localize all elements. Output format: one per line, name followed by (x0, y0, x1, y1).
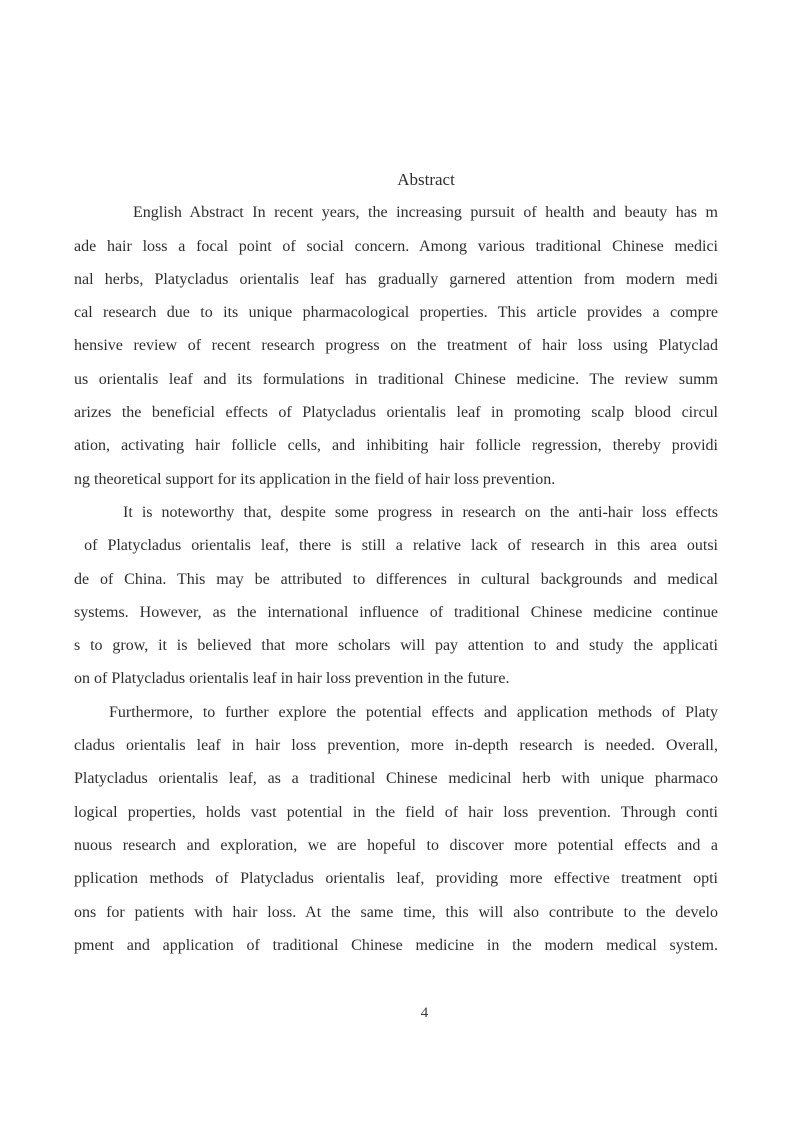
text-line: pment and application of traditional Chinese medicine in the modern medical system. (74, 936, 718, 954)
text-line: nal herbs, Platycladus orientalis leaf has gradually garnered attention from modern medi (74, 270, 718, 288)
text-line: Furthermore, to further explore the potential effects and application methods of Platy (109, 703, 718, 721)
text-line: English Abstract In recent years, the increasing pursuit of health and beauty has m (133, 204, 718, 222)
text-line: cladus orientalis leaf in hair loss prevention, more in-depth research is needed. Overall, (74, 737, 718, 755)
text-line: Platycladus orientalis leaf, as a traditional Chinese medicinal herb with unique pharmaco (74, 770, 718, 788)
text-line: de of China. This may be attributed to differences in cultural backgrounds and medical (74, 570, 718, 588)
text-line: us orientalis leaf and its formulations in traditional Chinese medicine. The review summ (74, 370, 718, 388)
text-line: ade hair loss a focal point of social concern. Among various traditional Chinese medici (74, 237, 718, 255)
page-number: 4 (420, 1005, 429, 1021)
text-line: hensive review of recent research progress on the treatment of hair loss using Platyclad (74, 337, 718, 355)
text-line: ng theoretical support for its application in the field of hair loss prevention. (74, 470, 556, 488)
text-line: arizes the beneficial effects of Platycladus orientalis leaf in promoting scalp blood circul (74, 404, 718, 422)
text-line: logical properties, holds vast potential in the field of hair loss prevention. Through conti (74, 803, 718, 821)
text-line: systems. However, as the international influence of traditional Chinese medicine continue (74, 603, 718, 621)
page-footer (0, 1002, 793, 1024)
text-line: on of Platycladus orientalis leaf in hair loss prevention in the future. (74, 670, 510, 688)
paragraph-1 (74, 196, 718, 496)
paragraph-2 (74, 496, 718, 696)
text-line: s to grow, it is believed that more scholars will pay attention to and study the applicati (74, 637, 718, 655)
text-line: nuous research and exploration, we are hopeful to discover more potential effects and a (74, 836, 718, 854)
text-line: ation, activating hair follicle cells, and inhibiting hair follicle regression, thereby providi (74, 437, 718, 455)
abstract-section (74, 163, 718, 962)
abstract-heading: Abstract (397, 170, 455, 189)
text-line: ons for patients with hair loss. At the same time, this will also contribute to the develo (74, 903, 718, 921)
text-line: of Platycladus orientalis leaf, there is still a relative lack of research in this area outsi (74, 537, 718, 555)
text-line: It is noteworthy that, despite some progress in research on the anti-hair loss effects (123, 503, 718, 521)
text-line: cal research due to its unique pharmacological properties. This article provides a compre (74, 304, 718, 322)
text-line: pplication methods of Platycladus orientalis leaf, providing more effective treatment opti (74, 870, 718, 888)
paragraph-3 (74, 696, 718, 962)
